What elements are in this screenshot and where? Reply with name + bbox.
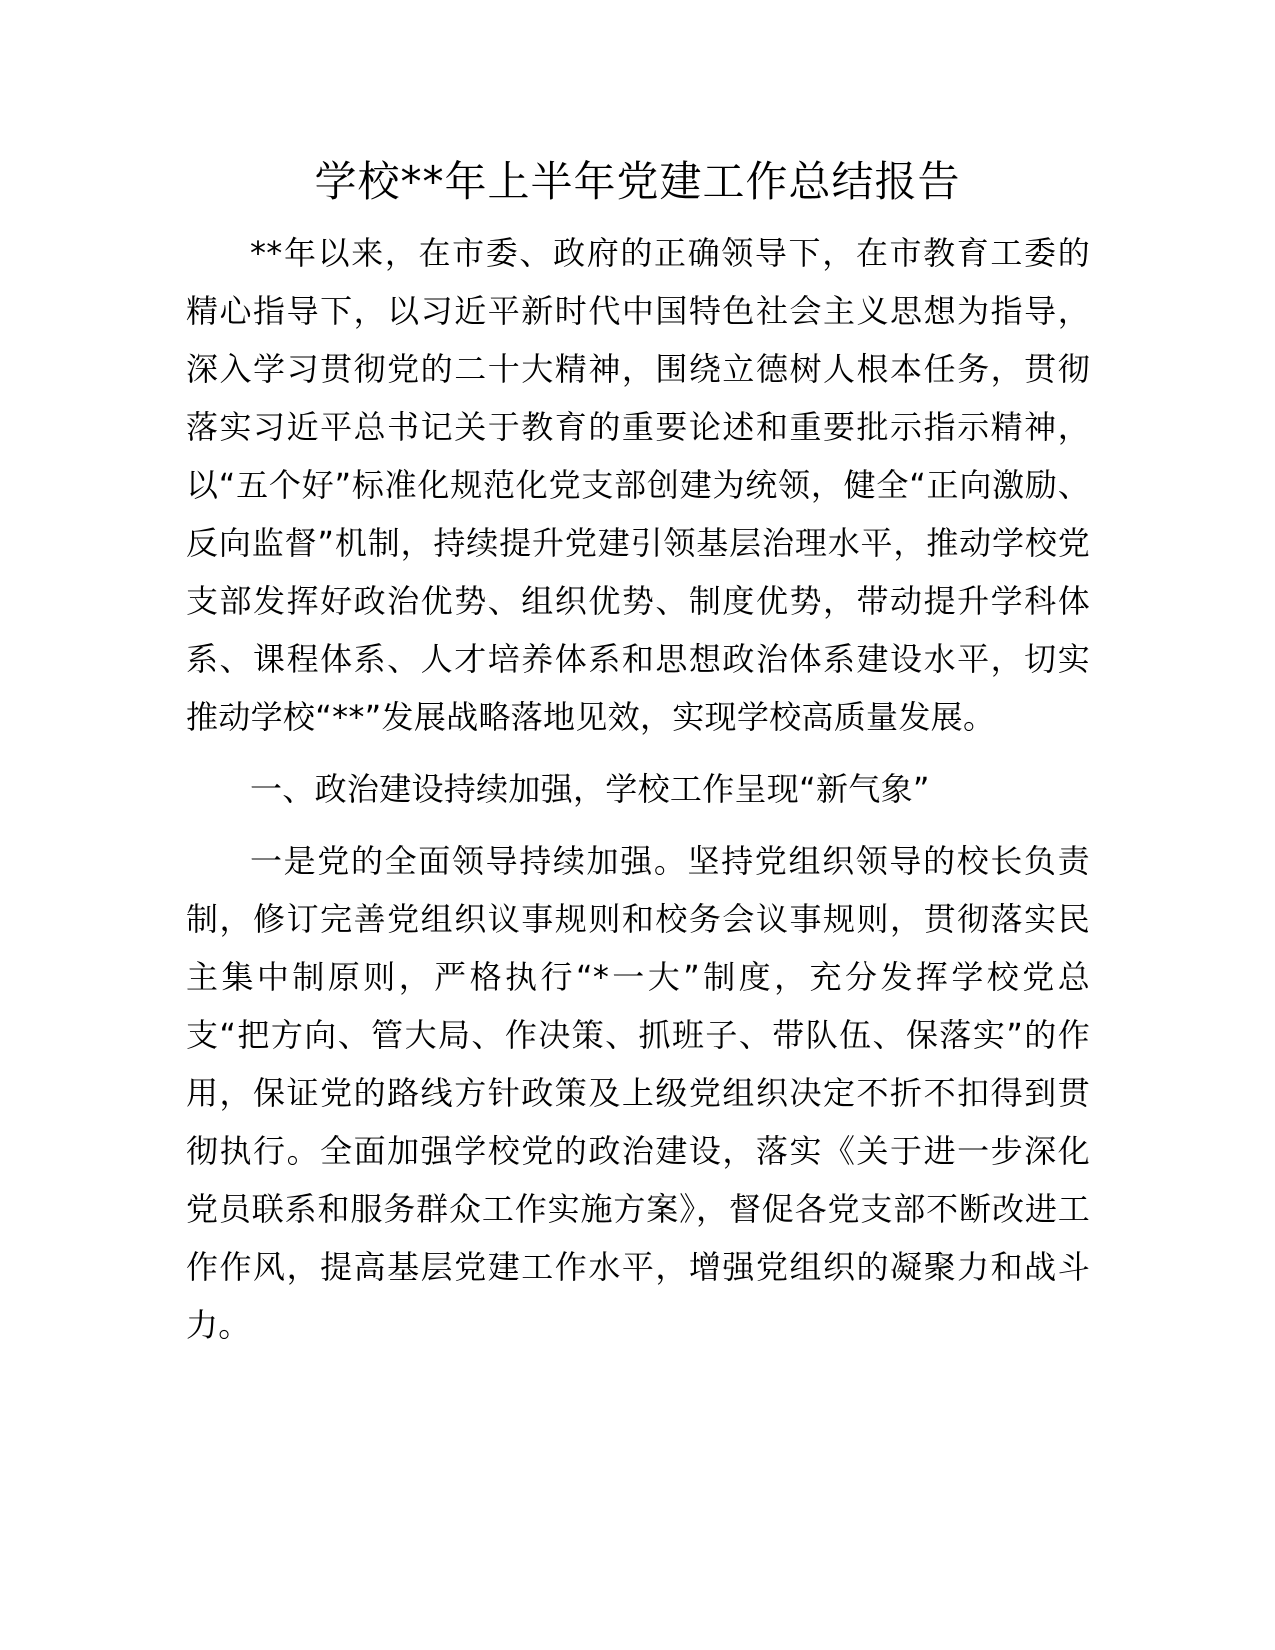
- intro-paragraph: **年以来，在市委、政府的正确领导下，在市教育工委的精心指导下，以习近平新时代中国特色社会主义思想为指导，深入学习贯彻党的二十大精神，围绕立德树人根本任务，贯彻落实习近平总书记关于教育的重要论述和重要批示指示精神，以“五个好”标准化规范化党支部创建为统领，健全“正向激励、反向监督”机制，持续提升党建引领基层治理水平，推动学校党支部发挥好政治优势、组织优势、制度优势，带动提升学科体系、课程体系、人才培养体系和思想政治体系建设水平，切实推动学校“**”发展战略落地见效，实现学校高质量发展。: [186, 234, 1090, 736]
- document-title: 学校**年上半年党建工作总结报告: [314, 157, 961, 206]
- section-heading: 一、政治建设持续加强，学校工作呈现“新气象”: [250, 770, 930, 808]
- section-paragraph: 一是党的全面领导持续加强。坚持党组织领导的校长负责制，修订完善党组织议事规则和校务会议事规则，贯彻落实民主集中制原则，严格执行“*一大”制度，充分发挥学校党总支“把方向、管大局、作决策、抓班子、带队伍、保落实”的作用，保证党的路线方针政策及上级党组织决定不折不扣得到贯彻执行。全面加强学校党的政治建设，落实《关于进一步深化党员联系和服务群众工作实施方案》，督促各党支部不断改进工作作风，提高基层党建工作水平，增强党组织的凝聚力和战斗力。: [186, 842, 1090, 1344]
- document-body: [186, 224, 1090, 1354]
